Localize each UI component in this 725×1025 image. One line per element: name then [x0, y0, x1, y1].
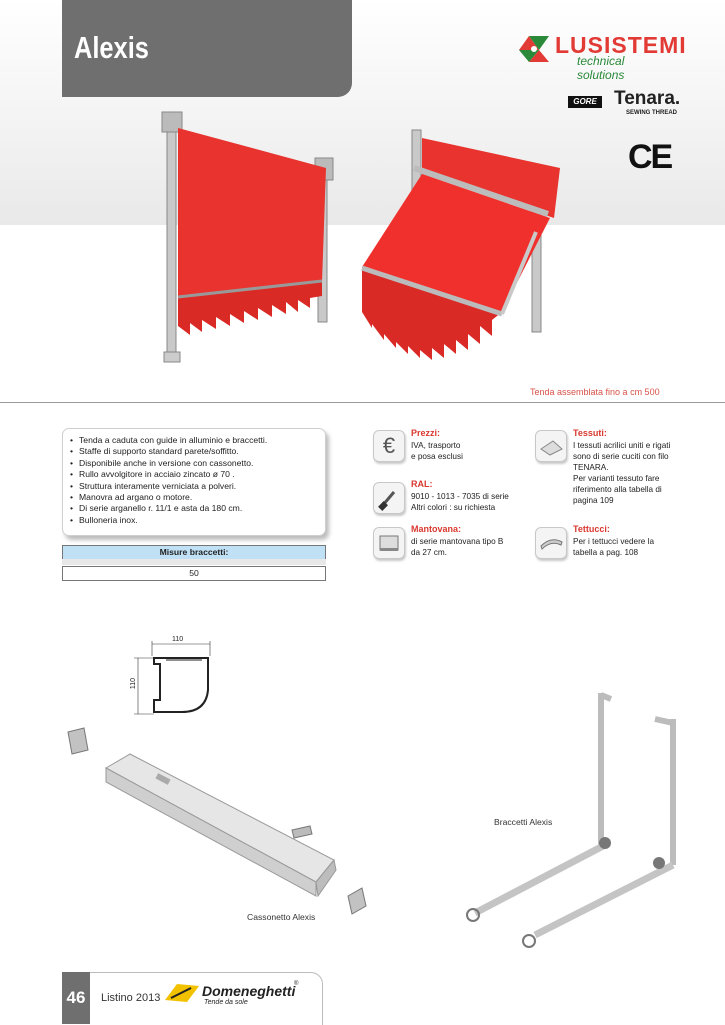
awning-vertical-illustration [150, 100, 350, 370]
prezzi-text [411, 440, 521, 462]
text-line: di serie mantovana tipo B [411, 537, 504, 546]
text-line: Per i tettucci vedere la [573, 537, 655, 546]
domeneghetti-logo-icon [163, 982, 201, 1004]
alusistemi-logo [515, 32, 687, 82]
text-line: Altri colori : su richiesta [411, 503, 496, 512]
divider [0, 402, 725, 403]
euro-icon: € [373, 430, 405, 462]
list-item: • Di serie arganello r. 11/1 e asta da 180 cm. [79, 503, 325, 514]
list-item: • Staffe di supporto standard parete/soffitto. [79, 446, 325, 457]
text-line: I tessuti acrilici uniti e rigati [573, 441, 671, 450]
domeneghetti-tagline: Tende da sole [204, 999, 248, 1006]
tessuti-title: Tessuti: [573, 428, 607, 438]
text-line: e posa esclusi [411, 452, 463, 461]
text-line: pagina 109 [573, 496, 614, 505]
brand-tagline: technical solutions [577, 54, 625, 82]
braccetti-illustration [455, 685, 690, 960]
text-line: IVA, trasporto [411, 441, 461, 450]
list-item: • Disponibile anche in versione con cassonetto. [79, 458, 325, 469]
text-line: riferimento alla tabella di [573, 485, 662, 494]
ce-mark: CE [628, 138, 672, 176]
features-box [62, 428, 326, 536]
measures-spacer [62, 559, 326, 565]
prezzi-title: Prezzi: [411, 428, 441, 438]
braccetti-label: Braccetti Alexis [494, 817, 553, 827]
list-item: • Manovra ad argano o motore. [79, 492, 325, 503]
text-line: TENARA. [573, 463, 609, 472]
title-tab [62, 0, 352, 97]
measures-header: Misure braccetti: [62, 545, 326, 560]
cassonetto-profile-drawing [130, 640, 220, 720]
text-line: 9010 - 1013 - 7035 di serie [411, 492, 509, 501]
registered-mark: ® [294, 981, 299, 987]
dim-width: 110 [172, 636, 184, 643]
domeneghetti-name: Domeneghetti [202, 983, 296, 999]
tettucci-title: Tettucci: [573, 524, 610, 534]
tettucci-text [573, 536, 683, 558]
text-line: sono di serie cuciti con filo [573, 452, 669, 461]
tenara-sub: SEWING THREAD [626, 110, 677, 116]
awning-projecting-illustration [352, 122, 592, 372]
list-item: • Tenda a caduta con guide in alluminio e braccetti. [79, 435, 325, 446]
ral-title: RAL: [411, 479, 433, 489]
dim-height: 110 [130, 677, 138, 690]
text-line: da 27 cm. [411, 548, 447, 557]
brand-name: LUSISTEMI [555, 32, 687, 58]
cassonetto-label: Cassonetto Alexis [247, 912, 316, 922]
list-item: • Bulloneria inox. [79, 515, 325, 526]
list-item: • Struttura interamente verniciata a polveri. [79, 481, 325, 492]
cassonetto-illustration [60, 720, 380, 930]
mantovana-text [411, 536, 521, 558]
page-title: Alexis [74, 30, 149, 65]
listino-label: Listino 2013 [101, 992, 161, 1004]
alusistemi-mark-icon [515, 32, 555, 68]
canopy-icon [535, 527, 567, 559]
valance-icon [373, 527, 405, 559]
tessuti-text [573, 440, 683, 506]
measures-value: 50 [62, 566, 326, 581]
ral-text [411, 491, 521, 513]
photo-caption: Tenda assemblata fino a cm 500 [530, 387, 660, 397]
tenara-name: Tenara. [614, 88, 681, 109]
paintbrush-icon [373, 482, 405, 514]
fabric-icon [535, 430, 567, 462]
tenara-logo [568, 88, 681, 120]
page-number: 46 [62, 972, 90, 1024]
features-list [63, 435, 325, 526]
text-line: tabella a pag. 108 [573, 548, 639, 557]
mantovana-title: Mantovana: [411, 524, 462, 534]
text-line: Per varianti tessuto fare [573, 474, 660, 483]
list-item: • Rullo avvolgitore in acciaio zincato ø 70 . [79, 469, 325, 480]
gore-badge: GORE [568, 96, 602, 108]
